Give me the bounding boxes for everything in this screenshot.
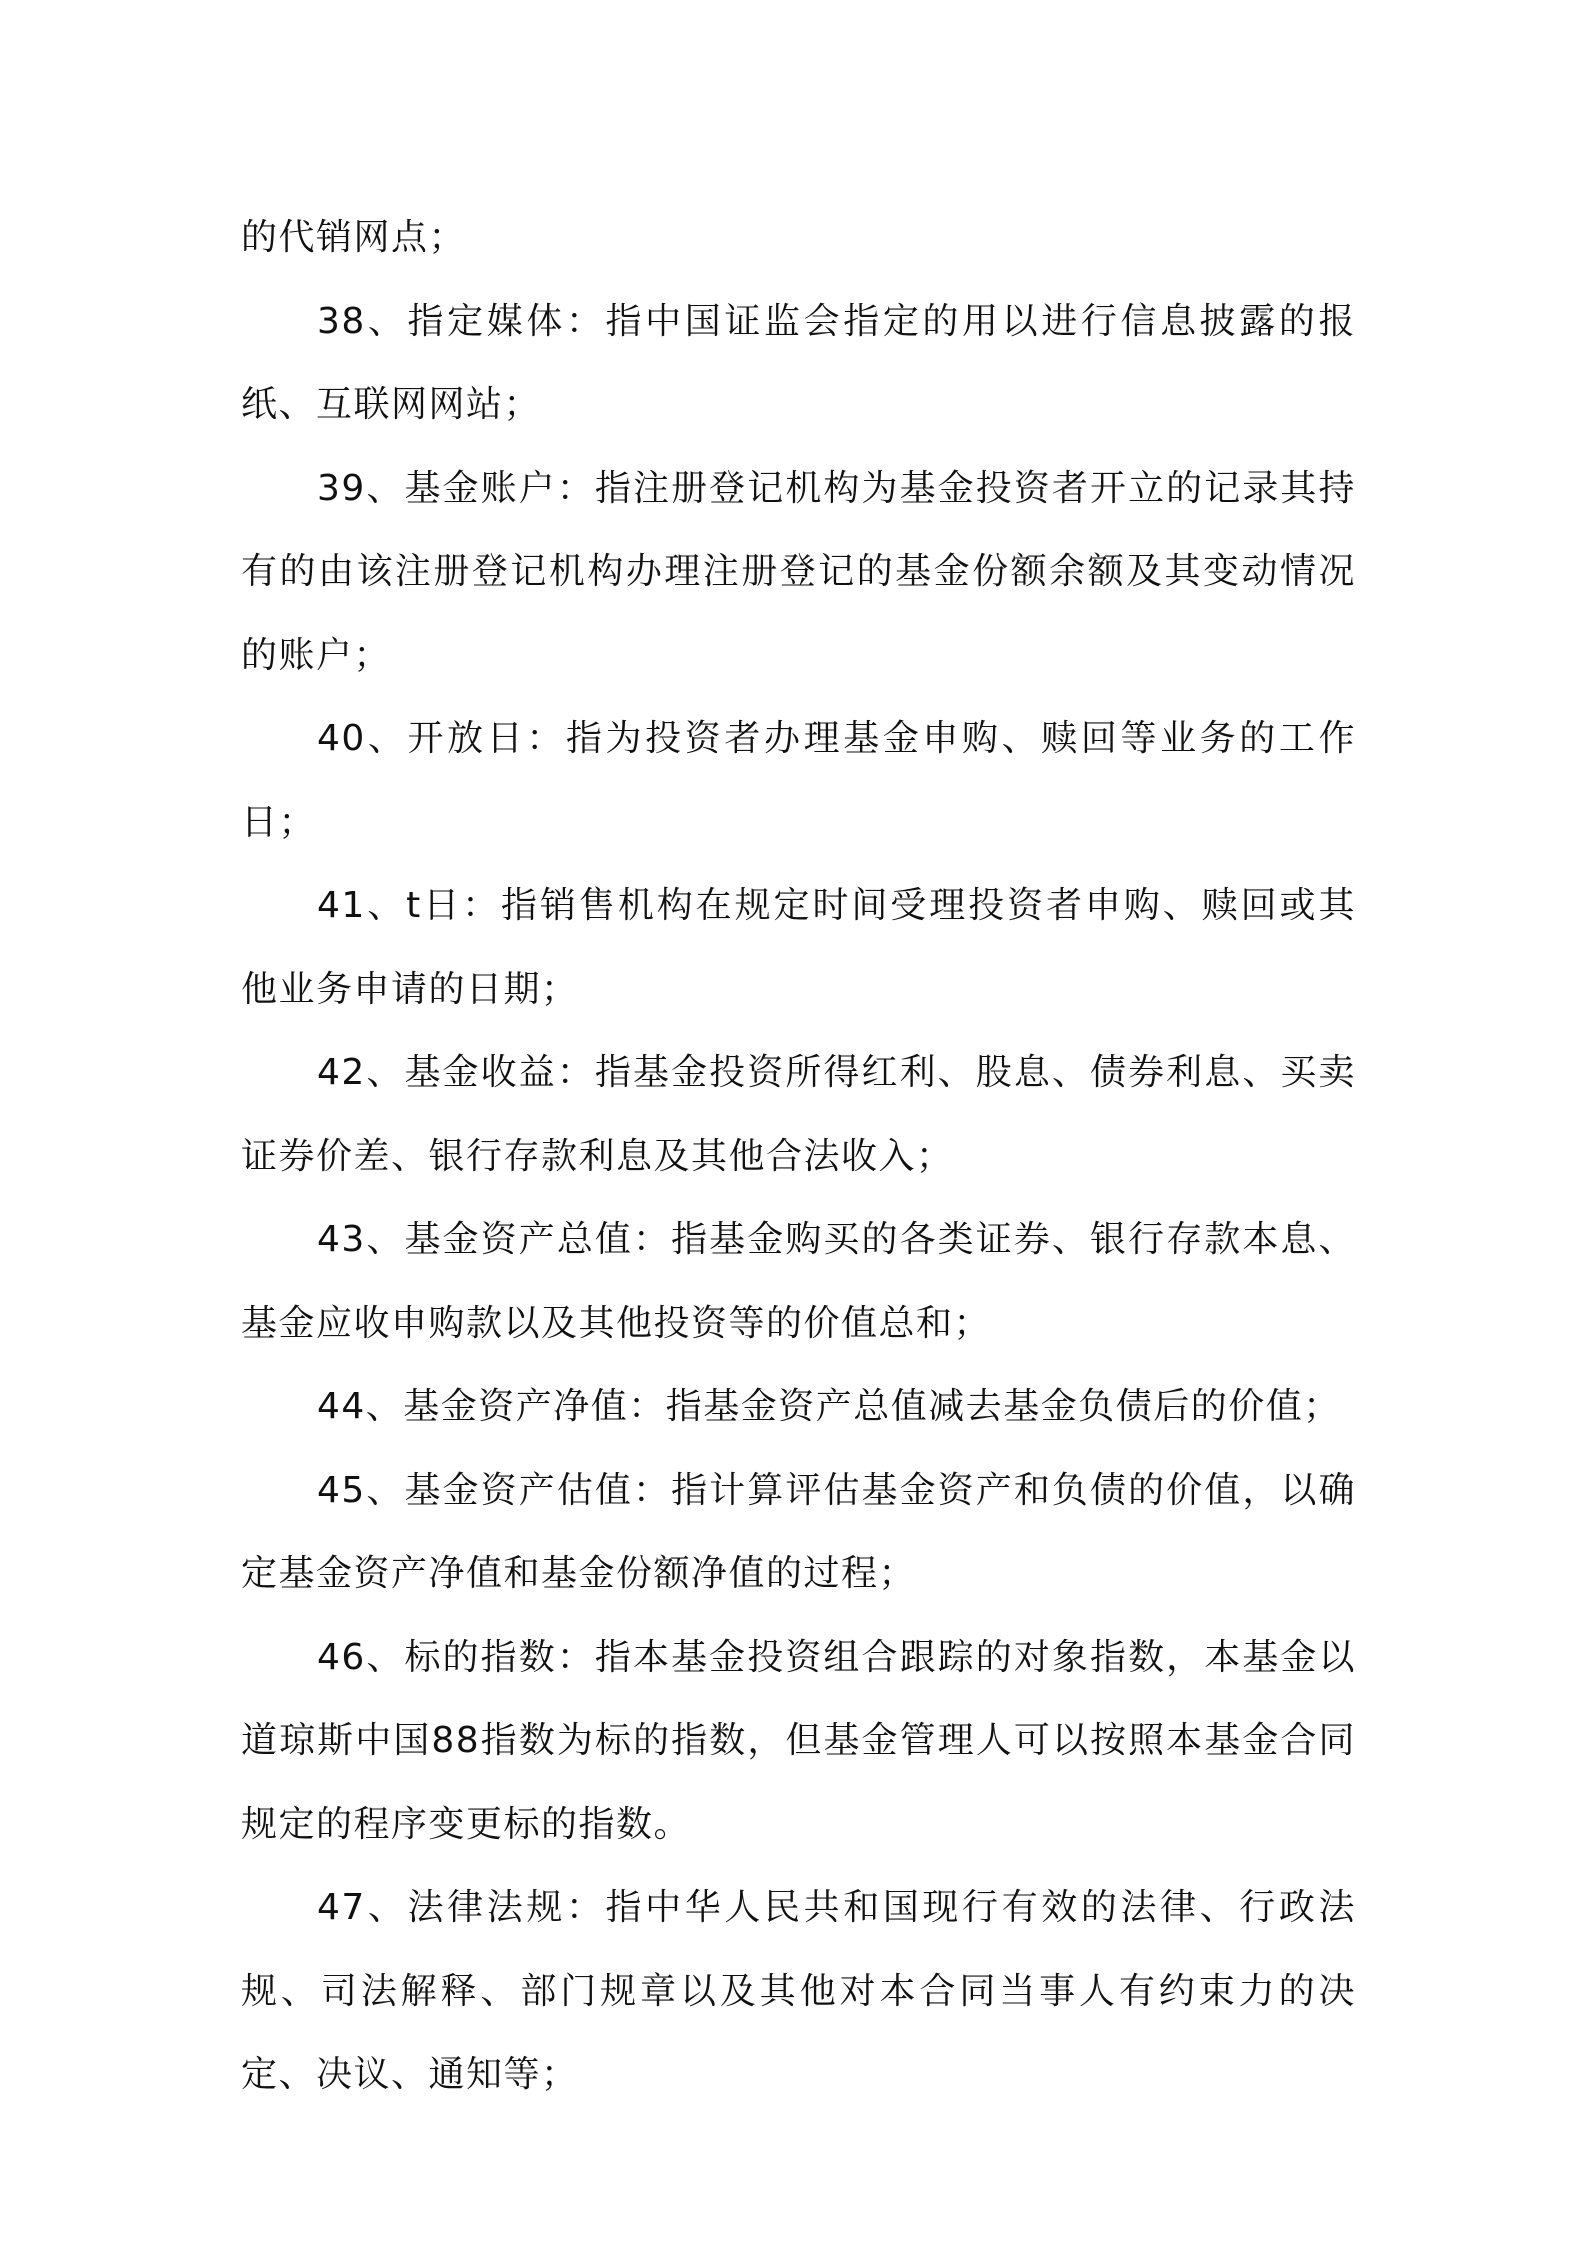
document-body <box>241 196 1356 2117</box>
paragraph-item-41: 41、t日：指销售机构在规定时间受理投资者申购、赎回或其他业务申请的日期； <box>241 885 1356 1010</box>
paragraph-item-45: 45、基金资产估值：指计算评估基金资产和负债的价值，以确定基金资产净值和基金份额净值的过程； <box>241 1469 1356 1594</box>
paragraph-item-43: 43、基金资产总值：指基金购买的各类证券、银行存款本息、基金应收申购款以及其他投资等的价值总和； <box>241 1219 1356 1344</box>
paragraph-item-44: 44、基金资产净值：指基金资产总值减去基金负债后的价值； <box>317 1386 1341 1427</box>
paragraph-continuation: 的代销网点； <box>241 217 467 258</box>
paragraph-item-46: 46、标的指数：指本基金投资组合跟踪的对象指数，本基金以道琼斯中国88指数为标的指数，但基金管理人可以按照本基金合同规定的程序变更标的指数。 <box>241 1636 1356 1845</box>
paragraph-item-39: 39、基金账户：指注册登记机构为基金投资者开立的记录其持有的由该注册登记机构办理注册登记的基金份额余额及其变动情况的账户； <box>241 467 1356 676</box>
paragraph-item-40: 40、开放日：指为投资者办理基金申购、赎回等业务的工作日； <box>241 718 1356 843</box>
paragraph-item-38: 38、指定媒体：指中国证监会指定的用以进行信息披露的报纸、互联网网站； <box>241 300 1356 425</box>
paragraph-item-47: 47、法律法规：指中华人民共和国现行有效的法律、行政法规、司法解释、部门规章以及其他对本合同当事人有约束力的决定、决议、通知等； <box>241 1887 1356 2095</box>
paragraph-item-42: 42、基金收益：指基金投资所得红利、股息、债券利息、买卖证券价差、银行存款利息及其他合法收入； <box>241 1052 1356 1177</box>
